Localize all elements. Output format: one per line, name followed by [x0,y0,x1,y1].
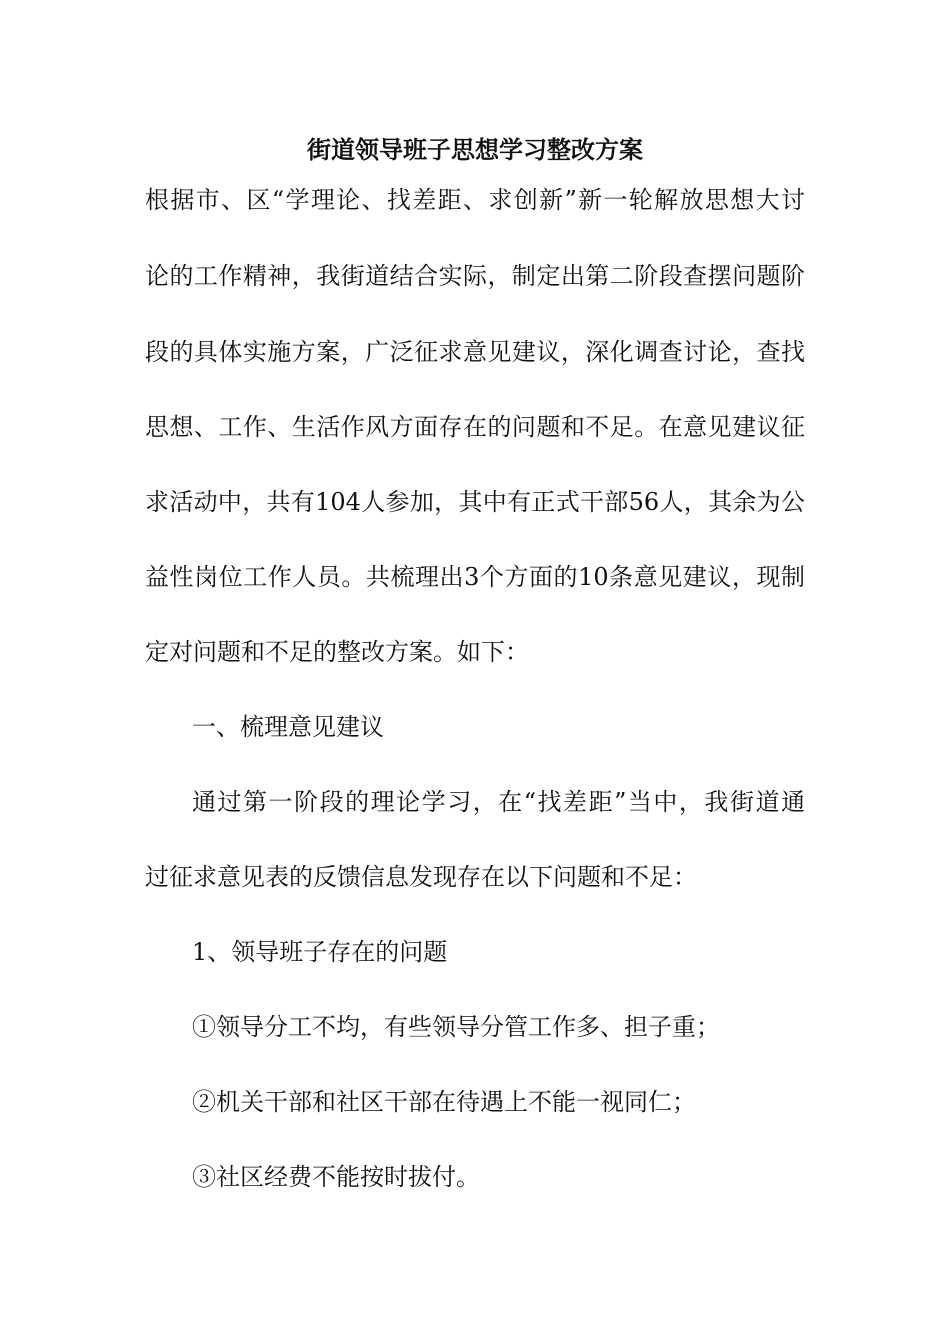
document-title: 街道领导班子思想学习整改方案 [307,135,643,164]
list-item: ②机关干部和社区干部在待遇上不能一视同仁； [192,1088,696,1116]
paragraph1-line-6: 益性岗位工作人员。共梳理出3个方面的10条意见建议，现制 [145,563,805,591]
paragraph1-line-4: 思想、工作、生活作风方面存在的问题和不足。在意见建议征 [145,413,805,441]
paragraph1-line-2: 论的工作精神，我街道结合实际，制定出第二阶段查摆问题阶 [145,262,805,290]
list-item: ③社区经费不能按时拔付。 [192,1163,480,1191]
paragraph2-line-1: 通过第一阶段的理论学习，在“找差距”当中，我街道通 [192,788,805,816]
paragraph1-line-5: 求活动中，共有104人参加，其中有正式干部56人，其余为公 [145,488,805,516]
paragraph1-line-3: 段的具体实施方案，广泛征求意见建议，深化调查讨论，查找 [145,338,805,366]
paragraph2-line-2: 过征求意见表的反馈信息发现存在以下问题和不足： [145,863,697,891]
paragraph1-line-7: 定对问题和不足的整改方案。如下： [145,638,529,666]
section1-heading: 一、梳理意见建议 [192,713,384,741]
subsection1-heading: 1、领导班子存在的问题 [192,938,448,966]
list-item: ①领导分工不均，有些领导分管工作多、担子重； [192,1013,720,1041]
paragraph1-line-1: 根据市、区“学理论、找差距、求创新”新一轮解放思想大讨 [145,186,805,214]
